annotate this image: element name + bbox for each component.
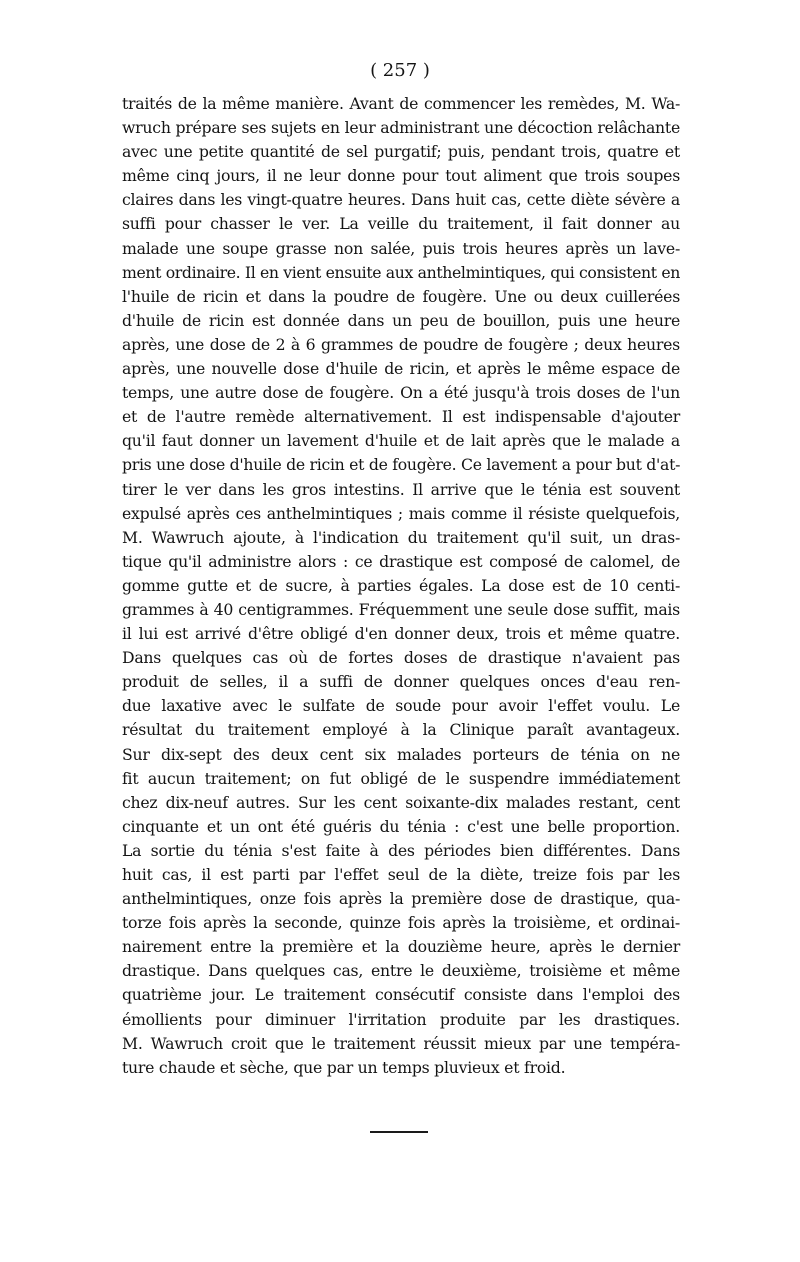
text-line: nairement entre la première et la douzième heure, après le dernier — [122, 937, 680, 957]
text-line: ment ordinaire. Il en vient ensuite aux anthelmintiques, qui consistent en — [122, 262, 680, 282]
text-line: et de l'autre remède alternativement. Il est indispensable d'ajouter — [122, 407, 680, 427]
text-line: claires dans les vingt-quatre heures. Dans huit cas, cette diète sévère a — [122, 190, 680, 210]
text-line: traités de la même manière. Avant de commencer les remèdes, M. Wa- — [122, 94, 680, 113]
text-line: produit de selles, il a suffi de donner quelques onces d'eau ren- — [122, 672, 680, 692]
text-line: wruch prépare ses sujets en leur administrant une décoction relâchante — [122, 118, 680, 138]
text-line: résultat du traitement employé à la Clinique paraît avantageux. — [122, 720, 680, 740]
text-line: l'huile de ricin et dans la poudre de fougère. Une ou deux cuillerées — [122, 286, 680, 306]
text-line: cinquante et un ont été guéris du ténia : c'est une belle proportion. — [122, 816, 680, 836]
text-line: La sortie du ténia s'est faite à des périodes bien différentes. Dans — [122, 840, 680, 860]
text-line: quatrième jour. Le traitement consécutif consiste dans l'emploi des — [122, 985, 680, 1005]
text-line: Dans quelques cas où de fortes doses de drastique n'avaient pas — [122, 648, 680, 668]
text-line: malade une soupe grasse non salée, puis trois heures après un lave- — [122, 238, 680, 258]
text-line: avec une petite quantité de sel purgatif; puis, pendant trois, quatre et — [122, 142, 680, 162]
end-rule — [370, 1131, 428, 1133]
text-line: Sur dix-sept des deux cent six malades porteurs de ténia on ne — [122, 744, 680, 764]
text-line: qu'il faut donner un lavement d'huile et de lait après que le malade a — [122, 431, 680, 451]
text-line: M. Wawruch ajoute, à l'indication du traitement qu'il suit, un dras- — [122, 527, 680, 547]
text-line: gomme gutte et de sucre, à parties égales. La dose est de 10 centi- — [122, 575, 680, 595]
text-line: pris une dose d'huile de ricin et de fougère. Ce lavement a pour but d'at- — [122, 455, 681, 475]
text-line: chez dix-neuf autres. Sur les cent soixante-dix malades restant, cent — [122, 792, 680, 812]
text-line: drastique. Dans quelques cas, entre le deuxième, troisième et même — [122, 961, 680, 981]
text-line: tirer le ver dans les gros intestins. Il arrive que le ténia est souvent — [122, 479, 680, 499]
text-line: huit cas, il est parti par l'effet seul de la diète, treize fois par les — [122, 865, 680, 884]
text-line: même cinq jours, il ne leur donne pour tout aliment que trois soupes — [122, 166, 680, 186]
text-line: grammes à 40 centigrammes. Fréquemment une seule dose suffit, mais — [122, 599, 680, 619]
text-line: après, une dose de 2 à 6 grammes de poudre de fougère ; deux heures — [122, 334, 680, 354]
page-number: ( 257 ) — [370, 60, 430, 81]
text-line: fit aucun traitement; on fut obligé de le suspendre immédiatement — [122, 768, 680, 788]
text-line: il lui est arrivé d'être obligé d'en donner deux, trois et même quatre. — [122, 624, 680, 644]
text-line: d'huile de ricin est donnée dans un peu de bouillon, puis une heure — [122, 310, 680, 330]
text-line: expulsé après ces anthelmintiques ; mais comme il résiste quelquefois, — [122, 503, 680, 523]
text-line: ture chaude et sèche, que par un temps pluvieux et froid. — [122, 1057, 566, 1077]
text-line: due laxative avec le sulfate de soude pour avoir l'effet voulu. Le — [122, 696, 680, 716]
text-line: M. Wawruch croit que le traitement réussit mieux par une tempéra- — [122, 1033, 680, 1053]
text-line: émollients pour diminuer l'irritation produite par les drastiques. — [122, 1009, 680, 1029]
text-line: suffi pour chasser le ver. La veille du traitement, il fait donner au — [122, 214, 680, 234]
text-line: temps, une autre dose de fougère. On a été jusqu'à trois doses de l'un — [122, 383, 680, 403]
text-line: après, une nouvelle dose d'huile de ricin, et après le même espace de — [122, 359, 680, 379]
text-line: torze fois après la seconde, quinze fois après la troisième, et ordinai- — [122, 913, 680, 933]
text-line: tique qu'il administre alors : ce drastique est composé de calomel, de — [122, 551, 680, 571]
text-line: anthelmintiques, onze fois après la première dose de drastique, qua- — [122, 889, 680, 909]
body-text — [122, 92, 680, 1080]
